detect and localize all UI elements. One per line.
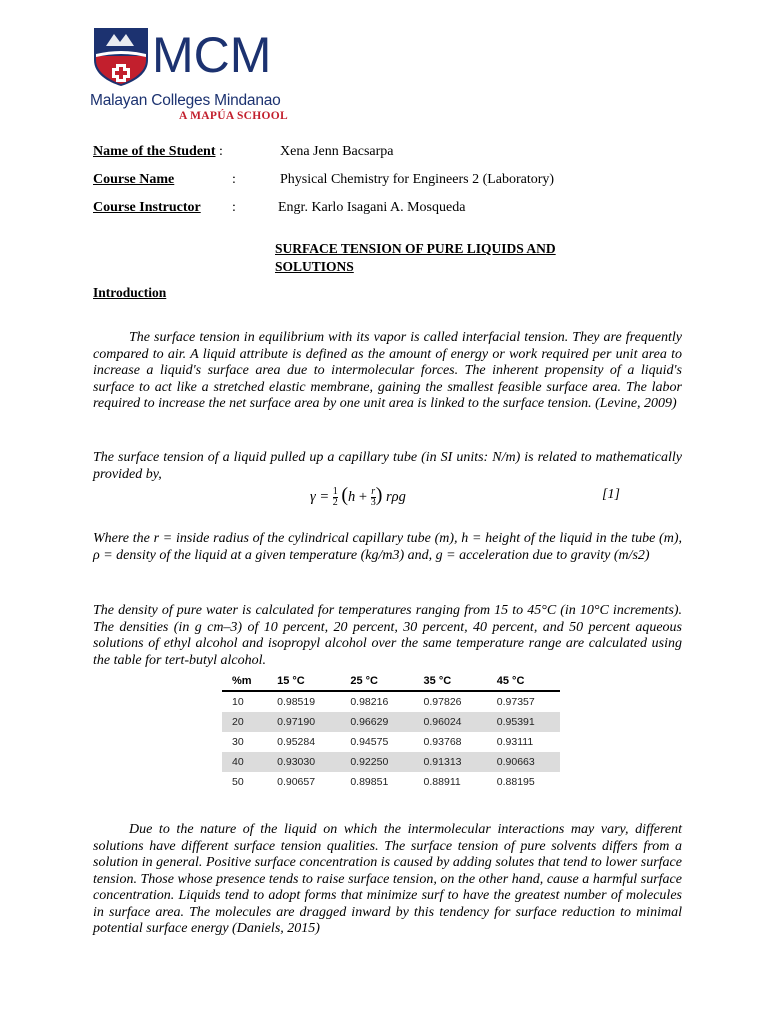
table-cell: 0.90663 xyxy=(487,752,560,772)
fraction-denominator: 2 xyxy=(332,497,338,509)
fraction-numerator: r xyxy=(371,486,376,498)
info-row-course xyxy=(93,172,174,188)
table-cell: 0.88911 xyxy=(423,776,461,788)
table-cell: 0.92250 xyxy=(340,752,413,772)
intro-paragraph-3: Where the r = inside radius of the cylindrical capillary tube (m), h = height of the liquid in the tube (m), ρ = density of the liquid at a given temperature (kg/m3) and, g = acceleration due to gravity (m/s2) xyxy=(93,531,682,563)
info-row-instructor xyxy=(93,200,201,216)
table-header: 25 °C xyxy=(340,673,413,691)
fraction-numerator: 1 xyxy=(332,486,338,498)
table-cell: 0.98519 xyxy=(277,696,316,708)
table-cell: 0.96629 xyxy=(340,712,413,732)
table-cell: 0.89851 xyxy=(350,776,389,788)
table-cell: 0.97826 xyxy=(423,696,462,708)
table-cell: 0.88195 xyxy=(496,776,535,788)
table-header: 45 °C xyxy=(487,673,560,691)
table-cell: 0.93111 xyxy=(496,736,534,748)
info-sep: : xyxy=(232,200,236,215)
table-cell: 20 xyxy=(222,712,267,732)
intro-paragraph-4: The density of pure water is calculated for temperatures ranging from 15 to 45°C (in 10°C increments). The densities (in g cm–3) of 10 percent, 20 percent, 30 percent, 40 percent, and 50 percent aqueous solutions of ethyl alcohol and isopropyl alcohol over the same temperature range are calculated using the table for tert-butyl alcohol. xyxy=(93,603,682,668)
table-row xyxy=(222,732,560,752)
table-cell: 0.93768 xyxy=(423,736,462,748)
intro-paragraph-1: The surface tension in equilibrium with its vapor is called interfacial tension. They are frequently compared to air. A liquid attribute is defined as the amount of energy or work required per unit area to increase a liquid's surface area due to intermolecular forces. The inherent propensity of a liquid's surface to act like a stretched elastic membrane, gaining the smallest feasible surface area. The labor required to increase the net surface area by one unit area is linked to the surface tension. (Levine, 2009) xyxy=(93,330,682,411)
info-sep: : xyxy=(232,172,236,187)
table-header: %m xyxy=(222,673,267,691)
table-cell: 0.95391 xyxy=(487,712,560,732)
table-cell: 0.95284 xyxy=(277,736,316,748)
table-header-row xyxy=(222,673,560,691)
table-row xyxy=(222,752,560,772)
table-header: 15 °C xyxy=(267,673,340,691)
equation-number: [1] xyxy=(602,487,620,502)
info-sep: : xyxy=(215,144,223,159)
table-cell: 0.94575 xyxy=(350,736,389,748)
intro-paragraph-5: Due to the nature of the liquid on which the intermolecular interactions may vary, different solutions have different surface tension qualities. The surface tension of pure solvents differs from a solution in general. Positive surface concentration is caused by adding solutes that tend to lower surface tension. Those whose presence tends to raise surface tension, on the other hand, cause a harmful surface concentration. Liquids tend to adopt forms that minimize surf to have the greatest number of molecules in surface area. The molecules are dragged inward by this tendency for surface reduction to minimal potential surface energy (Daniels, 2015) xyxy=(93,822,682,936)
info-value-instructor: Engr. Karlo Isagani A. Mosqueda xyxy=(278,200,466,215)
table-cell: 0.97357 xyxy=(496,696,535,708)
table-cell: 0.91313 xyxy=(414,752,487,772)
school-tagline: A MAPÚA SCHOOL xyxy=(179,110,288,122)
table-cell: 0.93030 xyxy=(267,752,340,772)
info-label: Course Instructor xyxy=(93,200,201,215)
school-name: Malayan Colleges Mindanao xyxy=(90,92,281,109)
table-cell: 0.96024 xyxy=(414,712,487,732)
equation: γ = $\frac{1}{2}$ (h + $\frac{r}{3}$ ) rρg xyxy=(310,484,406,509)
table-row xyxy=(222,712,560,732)
table-cell: 50 xyxy=(232,776,244,788)
section-heading: Introduction xyxy=(93,285,167,300)
equation-h: h xyxy=(348,489,356,505)
table-header: 35 °C xyxy=(414,673,487,691)
density-table xyxy=(222,673,560,792)
fraction-denominator: 3 xyxy=(370,497,376,509)
info-row-student xyxy=(93,144,223,160)
equation-plus: + xyxy=(358,489,368,505)
table-row xyxy=(222,691,560,712)
info-label: Name of the Student xyxy=(93,144,216,159)
table-cell: 0.97190 xyxy=(267,712,340,732)
table-cell: 0.90657 xyxy=(277,776,316,788)
table-row xyxy=(222,772,560,792)
document-title: SURFACE TENSION OF PURE LIQUIDS AND SOLUTIONS xyxy=(275,241,556,274)
table-cell: 40 xyxy=(222,752,267,772)
intro-paragraph-2: The surface tension of a liquid pulled up a capillary tube (in SI units: N/m) is related to mathematically provided by, xyxy=(93,450,682,482)
equation-lhs: γ = xyxy=(310,489,330,505)
equation-tail: rρg xyxy=(386,489,406,505)
mcm-logo xyxy=(90,22,300,124)
table-cell: 30 xyxy=(232,736,244,748)
info-value-course: Physical Chemistry for Engineers 2 (Laboratory) xyxy=(280,172,555,187)
brand-name: MCM xyxy=(152,27,272,83)
shield-icon xyxy=(92,26,150,88)
table-cell: 0.98216 xyxy=(350,696,389,708)
info-label: Course Name xyxy=(93,172,175,187)
table-cell: 10 xyxy=(232,696,244,708)
info-value-student: Xena Jenn Bacsarpa xyxy=(280,144,394,159)
